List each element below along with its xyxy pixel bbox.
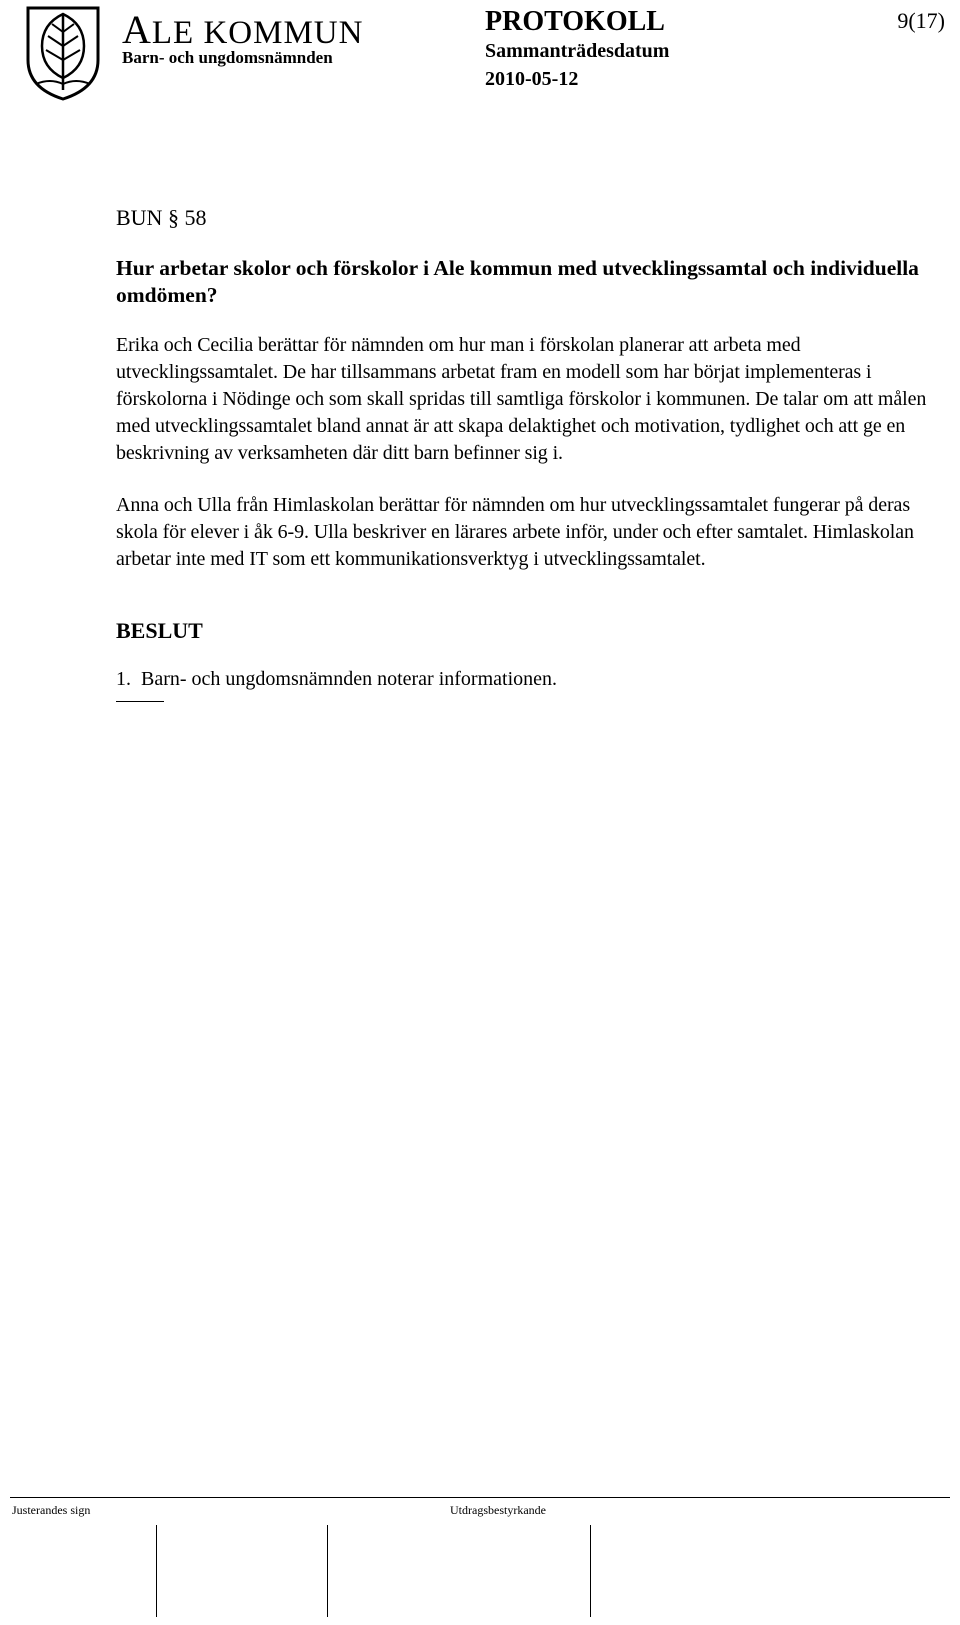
signature-field-divider [156, 1525, 157, 1617]
decision-item: 1. Barn- och ungdomsnämnden noterar informationen. [116, 668, 557, 690]
organization-name [122, 6, 363, 53]
signature-field-divider [590, 1525, 591, 1617]
section-reference: BUN § 58 [116, 205, 207, 230]
footer-divider [10, 1497, 950, 1498]
meeting-date-label: Sammanträdesdatum [485, 40, 670, 62]
page-number: 9(17) [897, 8, 945, 33]
paragraph: Anna och Ulla från Himlaskolan berättar för nämnden om hur utvecklingssamtalet fungerar på deras skola för elever i åk 6-9. Ulla beskriver en lärares arbete inför, under och efter samtalet. Himlaskolan arbetar inte med IT som ett kommunikationsverktyg i utvecklingssamtalet. [116, 494, 914, 570]
document-type: PROTOKOLL [485, 6, 665, 37]
footer-extract-label: Utdragsbestyrkande [450, 1503, 546, 1517]
paragraph: Erika och Cecilia berättar för nämnden om hur man i förskolan planerar att arbeta med utvecklingssamtalet. De har tillsammans arbetat fram en modell som har börjat implementeras i förskolorna i Nödinge och som skall spridas till samtliga förskolor i kommunen. De talar om att målen med utvecklingssamtalet bland annat är att skapa delaktighet och motivation, tydlighet och att ge en beskrivning av verksamheten där ditt barn befinner sig i. [116, 334, 927, 464]
section-end-rule [116, 701, 164, 702]
committee-name: Barn- och ungdomsnämnden [122, 48, 333, 67]
signature-field-divider [327, 1525, 328, 1617]
tree-leaf-shield-icon [22, 2, 104, 102]
meeting-date: 2010-05-12 [485, 68, 579, 90]
decision-heading: BESLUT [116, 618, 203, 643]
organization-initial: A [122, 7, 152, 52]
organization-name-rest: LE KOMMUN [151, 15, 364, 51]
section-heading: Hur arbetar skolor och förskolor i Ale kommun med utvecklingssamtal och individuella omdömen? [116, 256, 919, 307]
footer-signature-label: Justerandes sign [12, 1503, 91, 1517]
section-content [116, 255, 936, 702]
